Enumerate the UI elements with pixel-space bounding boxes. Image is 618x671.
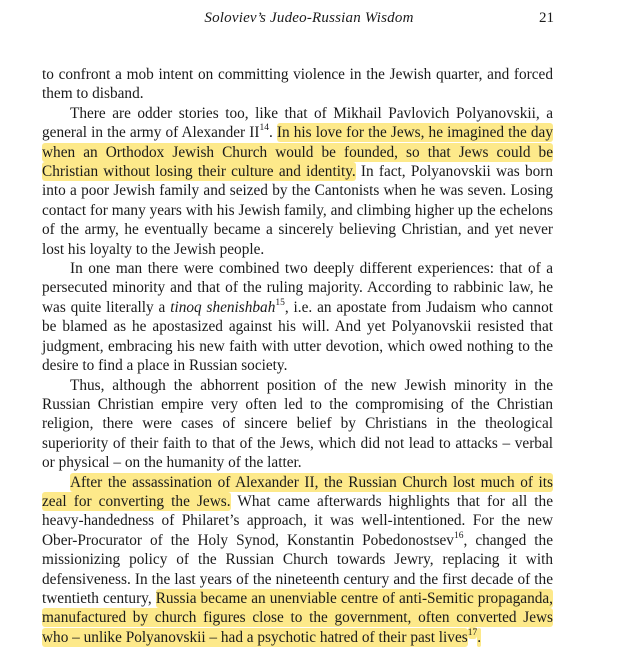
- paragraph-4: [42, 376, 553, 473]
- paragraph-3: [42, 259, 553, 375]
- paragraph-1-text: to confront a mob intent on committing violence in the Jewish quarter, and forced them to disband.: [42, 66, 553, 103]
- highlight-assassination: After the assassination of Alexander II, the Russian Church lost much of its zeal for converting the Jews.: [42, 473, 553, 510]
- body-text: [42, 65, 553, 647]
- paragraph-3-text-b: , i.e. an apostate from Judaism who cannot be blamed as he apostasized against his will. And yet Polyanovskii resisted that judgment, embracing his new faith with utter devotion, which owed nothing to the desire to find a place in Russian society.: [42, 298, 553, 375]
- paragraph-2-text-c: In fact, Polyanovskii was born into a poor Jewish family and seized by the Cantonists when he was seven. Losing contact for many years with his Jewish family, and climbing higher up the echelons of the army, he eventually became a sincerely believing Christian, and yet never lost his loyalty to the Jewish people.: [42, 163, 553, 258]
- footnote-ref-14[interactable]: 14: [259, 123, 269, 134]
- footnote-ref-15[interactable]: 15: [275, 297, 285, 308]
- paragraph-2-text-a: There are odder stories too, like that of Mikhail Pavlovich Polyanovskii, a general in the army of Alexander II: [42, 104, 553, 142]
- footnote-ref-17[interactable]: 17: [467, 627, 478, 638]
- paragraph-5: [42, 473, 553, 648]
- paragraph-3-text-a: In one man there were combined two deeply different experiences: that of a persecuted minority and that of the ruling majority. According to rabbinic law, he was quite literally a: [42, 260, 553, 316]
- running-title: Soloviev’s Judeo-Russian Wisdom: [204, 10, 414, 26]
- page-number: 21: [539, 10, 554, 26]
- footnote-ref-16[interactable]: 16: [453, 530, 464, 541]
- paragraph-5-text-b: , changed the missionizing policy of the Russian Church towards Jewry, replacing it with defensiveness. In the last years of the nineteenth century and the first decade of the twentieth century,: [42, 531, 553, 607]
- highlight-anti-semitic-propaganda: Russia became an unenviable centre of anti-Semitic propaganda, manufactured by church figures close to the government, often converted Jews who – unlike Polyanovskii – had a psychotic hatred of their past lives: [42, 589, 553, 646]
- highlight-orthodox-jewish-church: In his love for the Jews, he imagined the day when an Orthodox Jewish Church would be founded, so that Jews could be Christian without losing their culture and identity.: [42, 124, 553, 181]
- paragraph-1: [42, 65, 553, 104]
- paragraph-4-text: Thus, although the abhorrent position of the new Jewish minority in the Russian Christian empire very often led to the compromising of the Christian religion, there were cases of sincere belief by Christians in the theological superiority of their faith to that of the Jews, which did not lead to attacks – verbal or physical – on the humanity of the latter.: [42, 376, 553, 472]
- highlight-final-period: .: [477, 628, 482, 646]
- paragraph-5-text-a: What came afterwards highlights that for all the heavy-handedness of Philaret’s approach, it was well-intentioned. For the new Ober-Procurator of the Holy Synod, Konstantin Pobedonostsev: [42, 492, 553, 549]
- paragraph-2-text-b: .: [268, 124, 277, 142]
- italic-term: tinoq shenishbah: [170, 298, 276, 316]
- paragraph-2: [42, 104, 553, 259]
